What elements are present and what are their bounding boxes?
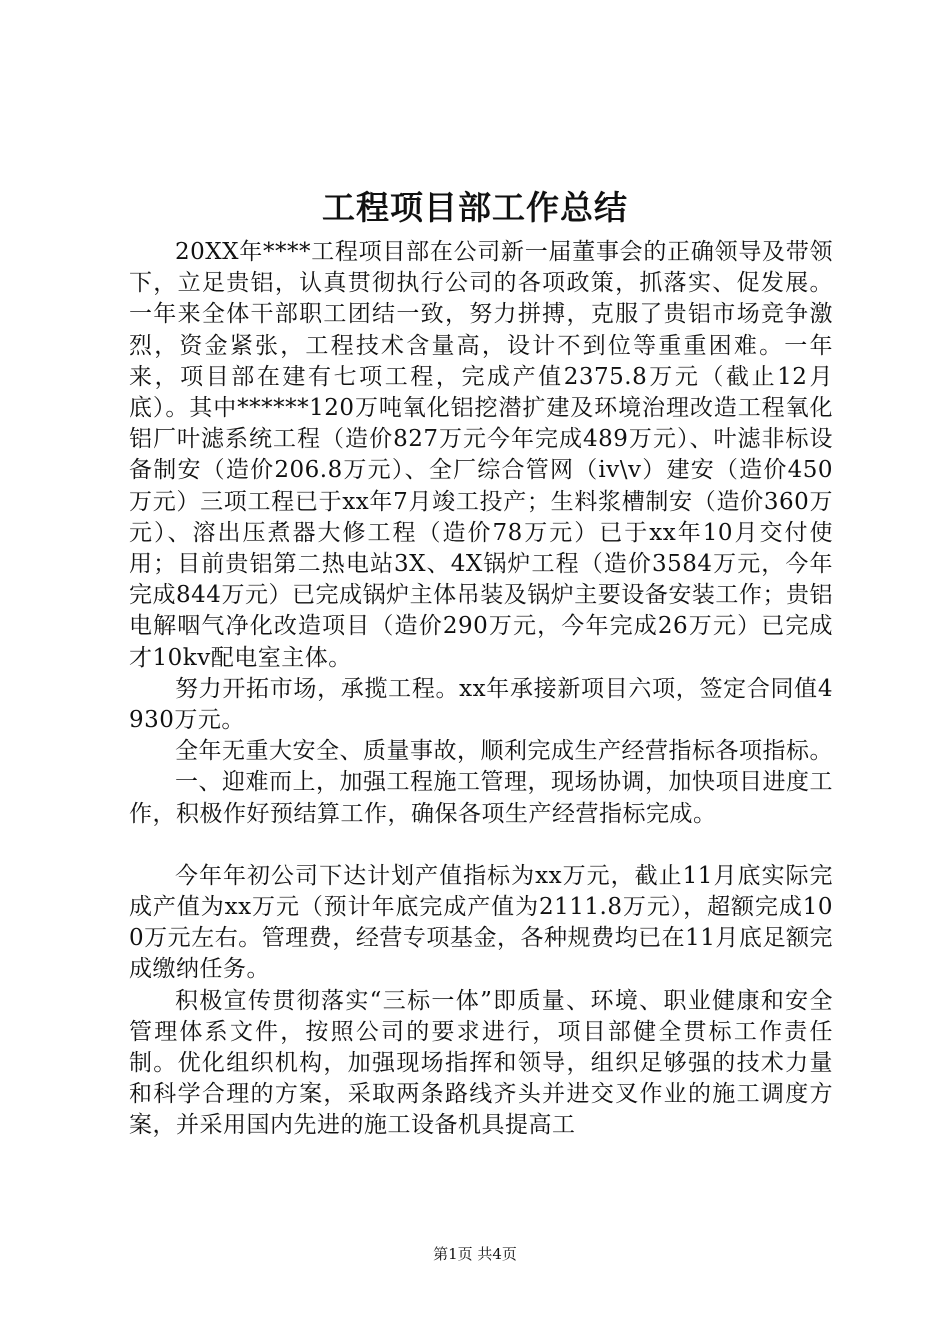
paragraph-output: 今年年初公司下达计划产值指标为xx万元，截止11月底实际完成产值为xx万元（预计年底完成产值为2111.8万元），超额完成100万元左右。管理费，经营专项基金，各种规费均已在11月底足额完成缴纳任务。 [129,862,833,983]
document-body [129,237,833,1142]
paragraph-market: 努力开拓市场，承揽工程。xx年承接新项目六项，签定合同值4930万元。 [129,675,833,734]
paragraph-spacer [129,830,833,861]
paragraph-intro: 20XX年****工程项目部在公司新一届董事会的正确领导及带领下，立足贵铝，认真贯彻执行公司的各项政策，抓落实、促发展。一年来全体干部职工团结一致，努力拼搏，克服了贵铝市场竞争激烈，资金紧张，工程技术含量高，设计不到位等重重困难。一年来，项目部在建有七项工程，完成产值2375.8万元（截止12月底）。其中******120万吨氧化铝挖潜扩建及环境治理改造工程氧化铝厂叶滤系统工程（造价827万元今年完成489万元）、叶滤非标设备制安（造价206.8万元）、全厂综合管网（iv\v）建安（造价450万元）三项工程已于xx年7月竣工投产；生料浆槽制安（造价360万元）、溶出压煮器大修工程（造价78万元）已于xx年10月交付使用；目前贵铝第二热电站3X、4X锅炉工程（造价3584万元，今年完成844万元）已完成锅炉主体吊装及锅炉主要设备安装工作；贵铝电解咽气净化改造项目（造价290万元，今年完成26万元）已完成才10kv配电室主体。 [129,239,833,671]
paragraph-safety: 全年无重大安全、质量事故，顺利完成生产经营指标各项指标。 [175,738,833,765]
page-number: 第1页 共4页 [433,1245,517,1263]
document-title: 工程项目部工作总结 [322,188,628,227]
paragraph-section-one: 一、迎难而上，加强工程施工管理，现场协调，加快项目进度工作，积极作好预结算工作，确保各项生产经营指标完成。 [129,769,833,827]
paragraph-standards: 积极宣传贯彻落实“三标一体”即质量、环境、职业健康和安全管理体系文件，按照公司的要求进行，项目部健全贯标工作责任制。优化组织机构，加强现场指挥和领导，组织足够强的技术力量和科学合理的方案，采取两条路线齐头并进交叉作业的施工调度方案，并采用国内先进的施工设备机具提高工 [129,987,833,1139]
